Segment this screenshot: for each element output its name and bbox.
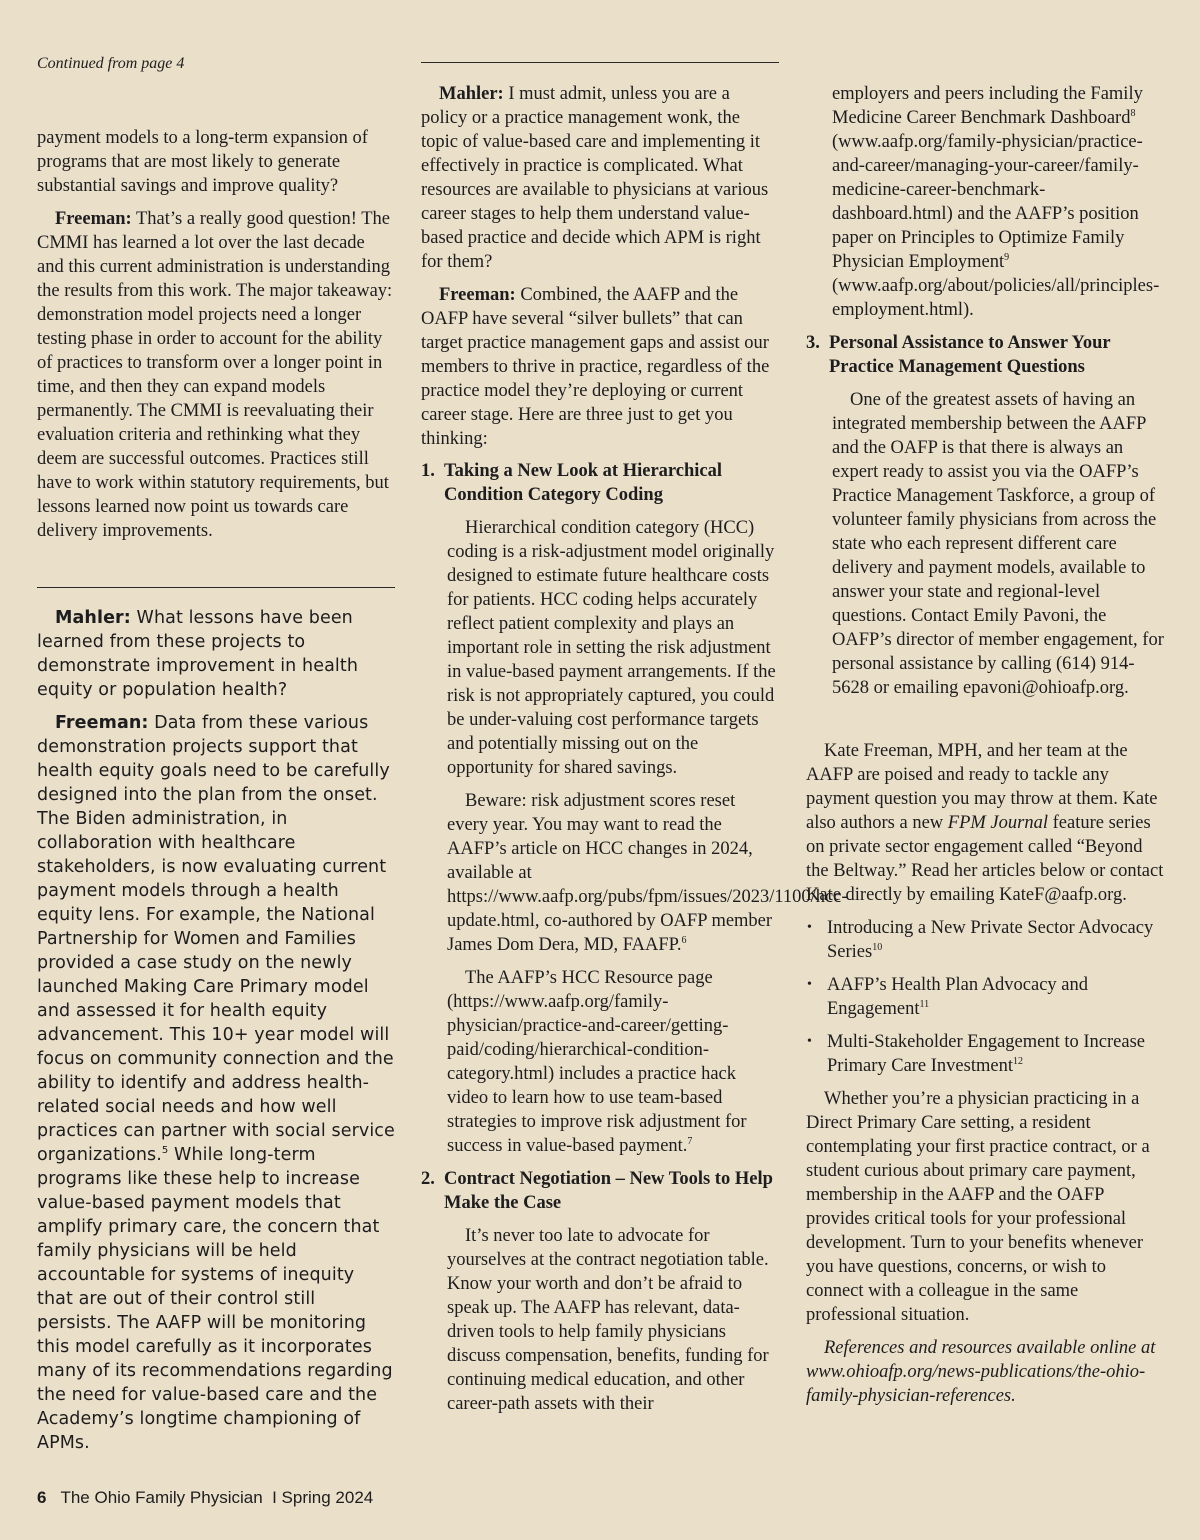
paragraph	[447, 789, 848, 957]
section-heading	[806, 331, 1164, 379]
bio-text: feature series on private sector engagement called “Beyond the Beltway.” Read her articles below or contact Kate directly by emailing KateF@aafp.org.	[806, 813, 1164, 905]
section-heading	[421, 1167, 779, 1215]
answer-text: That’s a really good question! The CMMI has learned a lot over the last decade and this current administration is understanding the results from this work. The major takeaway: demonstration model projects need a longer testing phase in order to account for the ability of practices to transform over a longer point in time, and then they can expand models permanently. The CMMI is reevaluating their evaluation criteria and rethinking what they deem are successful outcomes. Practices still have to work within statutory requirements, but lessons learned now point us towards care delivery improvements.	[37, 209, 393, 541]
section-number: 2.	[421, 1169, 435, 1189]
closing-paragraph: Whether you’re a physician practicing in a Direct Primary Care setting, a resident contemplating your first practice contract, or a student curious about primary care payment, membership in the AAFP and the OAFP provides critical tools for your professional development. Turn to your benefits whenever you have questions, concerns, or wish to connect with a colleague in the same professional situation.	[806, 1089, 1150, 1325]
paragraph: payment models to a long-term expansion of programs that are most likely to generate substantial savings and improve quality?	[37, 128, 368, 196]
question-paragraph	[37, 606, 395, 702]
list-item-text: Multi-Stakeholder Engagement to Increase Primary Care Investment	[827, 1032, 1145, 1076]
list-item-text: AAFP’s Health Plan Advocacy and Engagement	[827, 975, 1089, 1019]
page-number: 6	[37, 1488, 47, 1507]
paragraph	[447, 966, 779, 1158]
author-bio-section	[806, 739, 1164, 1417]
answer-paragraph	[37, 711, 395, 1455]
paragraph-text: Beware: risk adjustment scores reset every year. You may want to read the AAFP’s article on HCC changes in 2024, available at https://www.aafp.org/pubs/fpm/issues/2023/1100/hcc-update.html, co-authored by OAFP member James Dom Dera, MD, FAAFP.	[447, 791, 848, 955]
section-number: 3.	[806, 333, 820, 353]
bio-text: Kate Freeman, MPH, and her team at the AAFP are poised and ready to tackle any payment question you may throw at them. Kate also authors a new	[806, 741, 1158, 833]
journal-name: FPM Journal	[947, 813, 1048, 833]
paragraph-text: (www.aafp.org/about/policies/all/principles-employment.html).	[832, 276, 1160, 320]
section-body	[421, 1224, 779, 1416]
list-item[interactable]	[806, 973, 1164, 1021]
list-item[interactable]	[806, 916, 1164, 964]
footnote-ref: 11	[919, 999, 930, 1010]
section-body	[806, 388, 1164, 700]
footnote-ref: 7	[687, 1136, 693, 1147]
footnote-ref: 8	[1130, 108, 1136, 119]
question-text: I must admit, unless you are a policy or a practice management wonk, the topic of value-based care and implementing it effectively in practice is complicated. What resources are available to physicians at various career stages to help them understand value-based practice and decide which APM is right for them?	[421, 84, 769, 272]
answer-paragraph	[37, 207, 395, 543]
references-note[interactable]: References and resources available online at www.ohioafp.org/news-publications/the-ohio-family-physician-references.	[806, 1338, 1156, 1406]
footnote-ref: 6	[681, 935, 687, 946]
publication-name: The Ohio Family Physician I Spring 2024	[60, 1488, 374, 1507]
speaker-label: Mahler:	[439, 84, 504, 104]
speaker-label: Mahler:	[55, 608, 131, 628]
section-title: Contract Negotiation – New Tools to Help Make the Case	[444, 1169, 773, 1213]
paragraph-text: (www.aafp.org/family-physician/practice-and-career/managing-your-career/family-medicine-career-benchmark-dashboard.html) and the AAFP’s position paper on Principles to Optimize Family Physician Employment	[832, 132, 1143, 272]
answer-text: Combined, the AAFP and the OAFP have several “silver bullets” that can target practice management gaps and assist our members to thrive in practice, regardless of the practice model they’re deploying or current career stage. Here are three just to get you thinking:	[421, 285, 770, 449]
paragraph	[806, 82, 1164, 322]
section-body	[421, 516, 848, 1158]
speaker-label: Freeman:	[55, 209, 132, 229]
section-title: Taking a New Look at Hierarchical Condition Category Coding	[444, 461, 723, 505]
paragraph-text: The AAFP’s HCC Resource page (https://www.aafp.org/family-physician/practice-and-career/getting-paid/coding/hierarchical-condition-category.html) includes a practice hack video to learn how to use team-based strategies to improve risk adjustment for success in value-based payment.	[447, 968, 747, 1156]
paragraph: It’s never too late to advocate for yourselves at the contract negotiation table. Know your worth and don’t be afraid to speak up. The AAFP has relevant, data-driven tools to help family physicians discuss compensation, benefits, funding for continuing medical education, and other career-path assets with their	[447, 1226, 769, 1414]
answer-paragraph	[421, 283, 779, 451]
article-list	[806, 916, 1164, 1078]
page-footer	[37, 1488, 373, 1508]
answer-text: While long-term programs like these help to increase value-based payment models that amplify primary care, the concern that family physicians will be held accountable for systems of inequity that are out of their control still persists. The AAFP will be monitoring this model carefully as it incorporates many of its recommendations regarding the need for value-based care and the Academy’s longtime championing of APMs.	[37, 1145, 393, 1453]
question-text: What lessons have been learned from these projects to demonstrate improvement in health equity or population health?	[37, 608, 359, 700]
column-3-top	[806, 82, 1164, 709]
paragraph: Hierarchical condition category (HCC) coding is a risk-adjustment model originally designed to estimate future healthcare costs for patients. HCC coding helps accurately reflect patient complexity and plays an important role in setting the risk adjustment in value-based payment arrangements. If the risk is not appropriately captured, you could be under-valuing cost performance targets and potentially missing out on the opportunity for shared savings.	[447, 518, 776, 778]
question-paragraph	[421, 82, 779, 274]
resource-section-1	[421, 459, 848, 1425]
speaker-label: Freeman:	[439, 285, 516, 305]
footnote-ref: 5	[161, 1145, 169, 1156]
footnote-ref: 9	[1004, 252, 1010, 263]
author-bio	[806, 739, 1164, 907]
section-divider	[37, 587, 395, 588]
paragraph: One of the greatest assets of having an integrated membership between the AAFP and the OAFP is that there is always an expert ready to assist you via the OAFP’s Practice Management Taskforce, a group of volunteer family physicians from across the state who each represent different care delivery and payment models, available to answer your state and regional-level questions. Contact Emily Pavoni, the OAFP’s director of member engagement, for personal assistance by calling (614) 914-5628 or emailing epavoni@ohioafp.org.	[832, 390, 1164, 698]
speaker-label: Freeman:	[55, 713, 149, 733]
section-divider	[421, 62, 779, 63]
answer-text: Data from these various demonstration projects support that health equity goals need to be carefully designed into the plan from the onset. The Biden administration, in collaboration with healthcare stakeholders, is now evaluating current payment models through a health equity lens. For example, the National Partnership for Women and Families provided a case study on the newly launched Making Care Primary model and assessed it for health equity advancement. This 10+ year model will focus on community connection and the ability to identify and address health-related social needs and how well practices can partner with social service organizations.	[37, 713, 395, 1165]
section-heading	[421, 459, 779, 507]
continued-note: Continued from page 4	[37, 55, 185, 72]
paragraph-text: employers and peers including the Family Medicine Career Benchmark Dashboard	[832, 84, 1143, 128]
footnote-ref: 10	[872, 942, 883, 953]
list-item-text: Introducing a New Private Sector Advocacy Series	[827, 918, 1154, 962]
list-item[interactable]	[806, 1030, 1164, 1078]
section-title: Personal Assistance to Answer Your Practice Management Questions	[829, 333, 1111, 377]
footnote-ref: 12	[1012, 1056, 1023, 1067]
section-number: 1.	[421, 461, 435, 481]
